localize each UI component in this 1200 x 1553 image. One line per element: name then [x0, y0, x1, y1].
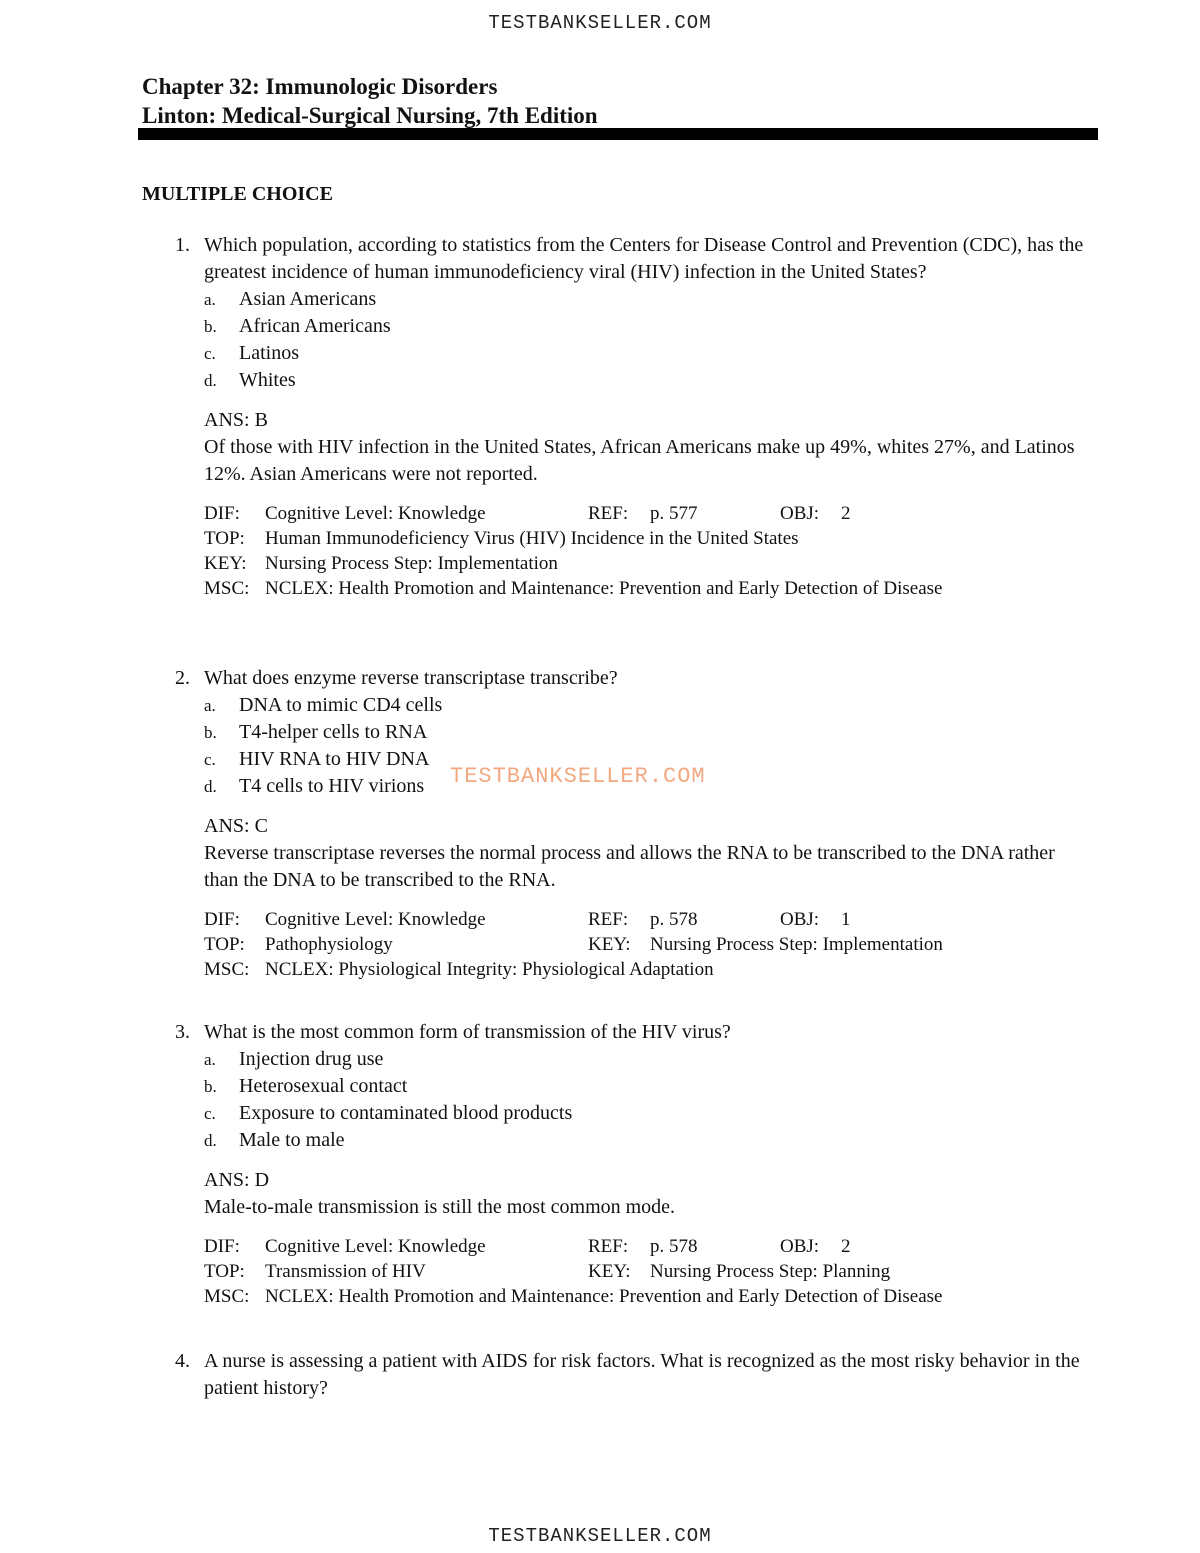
answer-key: ANS: D [204, 1169, 270, 1191]
option-letter: d. [204, 777, 217, 796]
dif-value: Cognitive Level: Knowledge [265, 909, 486, 930]
top-label: TOP: [204, 1261, 245, 1282]
document-header [142, 72, 1098, 130]
option-letter: b. [204, 723, 217, 742]
option-letter: c. [204, 1104, 216, 1123]
option-letter: c. [204, 750, 216, 769]
obj-value: 1 [841, 909, 851, 930]
option-text: T4-helper cells to RNA [239, 721, 428, 743]
option-text: Injection drug use [239, 1048, 384, 1070]
rationale: Male-to-male transmission is still the most common mode. [204, 1196, 676, 1218]
option-text: African Americans [239, 315, 391, 337]
msc-value: NCLEX: Health Promotion and Maintenance: Prevention and Early Detection of Disease [265, 1286, 943, 1307]
section-heading: MULTIPLE CHOICE [142, 183, 333, 205]
option-text: Heterosexual contact [239, 1075, 408, 1097]
option-d [204, 1127, 1094, 1154]
key-label: KEY: [588, 934, 631, 955]
option-d [204, 367, 1094, 394]
msc-value: NCLEX: Health Promotion and Maintenance: Prevention and Early Detection of Disease [265, 578, 943, 599]
question-number: 3. [175, 1021, 190, 1043]
rationale: Reverse transcriptase reverses the normal process and allows the RNA to be transcribed to the DNA rather than the DNA to be transcribed to the RNA. [204, 842, 1055, 891]
option-a [204, 692, 1094, 719]
option-text: Asian Americans [239, 288, 377, 310]
question-number: 4. [175, 1350, 190, 1372]
dif-label: DIF: [204, 1236, 240, 1257]
option-c [204, 1100, 1094, 1127]
top-value: Pathophysiology [265, 934, 393, 955]
option-c [204, 340, 1094, 367]
option-letter: d. [204, 371, 217, 390]
msc-label: MSC: [204, 959, 250, 980]
key-label: KEY: [588, 1261, 631, 1282]
question-stem: What does enzyme reverse transcriptase transcribe? [204, 667, 618, 689]
book-title: Linton: Medical-Surgical Nursing, 7th Edition [142, 103, 598, 128]
top-value: Human Immunodeficiency Virus (HIV) Incidence in the United States [265, 528, 799, 549]
watermark-top: TESTBANKSELLER.COM [488, 12, 712, 34]
option-b [204, 1073, 1094, 1100]
msc-value: NCLEX: Physiological Integrity: Physiological Adaptation [265, 959, 714, 980]
header-rule [138, 128, 1098, 140]
option-letter: c. [204, 344, 216, 363]
question-stem: What is the most common form of transmission of the HIV virus? [204, 1021, 731, 1043]
answer-key: ANS: B [204, 409, 268, 431]
question-number: 2. [175, 667, 190, 689]
answer-options [204, 286, 1094, 394]
ref-label: REF: [588, 1236, 629, 1257]
question-number: 1. [175, 234, 190, 256]
key-value: Nursing Process Step: Planning [650, 1261, 891, 1282]
option-letter: a. [204, 1050, 216, 1069]
top-label: TOP: [204, 528, 245, 549]
dif-value: Cognitive Level: Knowledge [265, 503, 486, 524]
key-value: Nursing Process Step: Implementation [265, 553, 558, 574]
option-letter: d. [204, 1131, 217, 1150]
option-letter: b. [204, 317, 217, 336]
ref-value: p. 577 [650, 503, 698, 524]
option-b [204, 313, 1094, 340]
option-text: Exposure to contaminated blood products [239, 1102, 573, 1124]
option-letter: b. [204, 1077, 217, 1096]
chapter-title: Chapter 32: Immunologic Disorders [142, 74, 498, 99]
top-label: TOP: [204, 934, 245, 955]
key-label: KEY: [204, 553, 247, 574]
ref-label: REF: [588, 909, 629, 930]
obj-value: 2 [841, 503, 851, 524]
option-text: T4 cells to HIV virions [239, 775, 425, 797]
msc-label: MSC: [204, 578, 250, 599]
question-metadata [204, 1234, 1094, 1309]
watermark-bottom: TESTBANKSELLER.COM [488, 1525, 712, 1547]
answer-options [204, 1046, 1094, 1154]
obj-value: 2 [841, 1236, 851, 1257]
option-a [204, 1046, 1094, 1073]
watermark-center: TESTBANKSELLER.COM [450, 764, 706, 789]
question-metadata [204, 907, 1094, 982]
rationale: Of those with HIV infection in the United States, African Americans make up 49%, whites 27%, and Latinos 12%. Asian Americans were not reported. [204, 436, 1075, 485]
option-letter: a. [204, 290, 216, 309]
question-stem: Which population, according to statistics from the Centers for Disease Control and Prevention (CDC), has the greatest incidence of human immunodeficiency viral (HIV) infection in the United States? [204, 234, 1084, 283]
key-value: Nursing Process Step: Implementation [650, 934, 943, 955]
obj-label: OBJ: [780, 503, 820, 524]
obj-label: OBJ: [780, 909, 820, 930]
question-metadata [204, 501, 1094, 601]
dif-value: Cognitive Level: Knowledge [265, 1236, 486, 1257]
option-text: Male to male [239, 1129, 345, 1151]
option-text: DNA to mimic CD4 cells [239, 694, 443, 716]
option-text: HIV RNA to HIV DNA [239, 748, 430, 770]
dif-label: DIF: [204, 909, 240, 930]
obj-label: OBJ: [780, 1236, 820, 1257]
option-letter: a. [204, 696, 216, 715]
top-value: Transmission of HIV [265, 1261, 426, 1282]
option-a [204, 286, 1094, 313]
msc-label: MSC: [204, 1286, 250, 1307]
ref-value: p. 578 [650, 909, 698, 930]
ref-label: REF: [588, 503, 629, 524]
ref-value: p. 578 [650, 1236, 698, 1257]
dif-label: DIF: [204, 503, 240, 524]
option-text: Latinos [239, 342, 299, 364]
option-b [204, 719, 1094, 746]
option-text: Whites [239, 369, 296, 391]
question-stem: A nurse is assessing a patient with AIDS for risk factors. What is recognized as the most risky behavior in the patient history? [204, 1350, 1080, 1399]
answer-key: ANS: C [204, 815, 268, 837]
